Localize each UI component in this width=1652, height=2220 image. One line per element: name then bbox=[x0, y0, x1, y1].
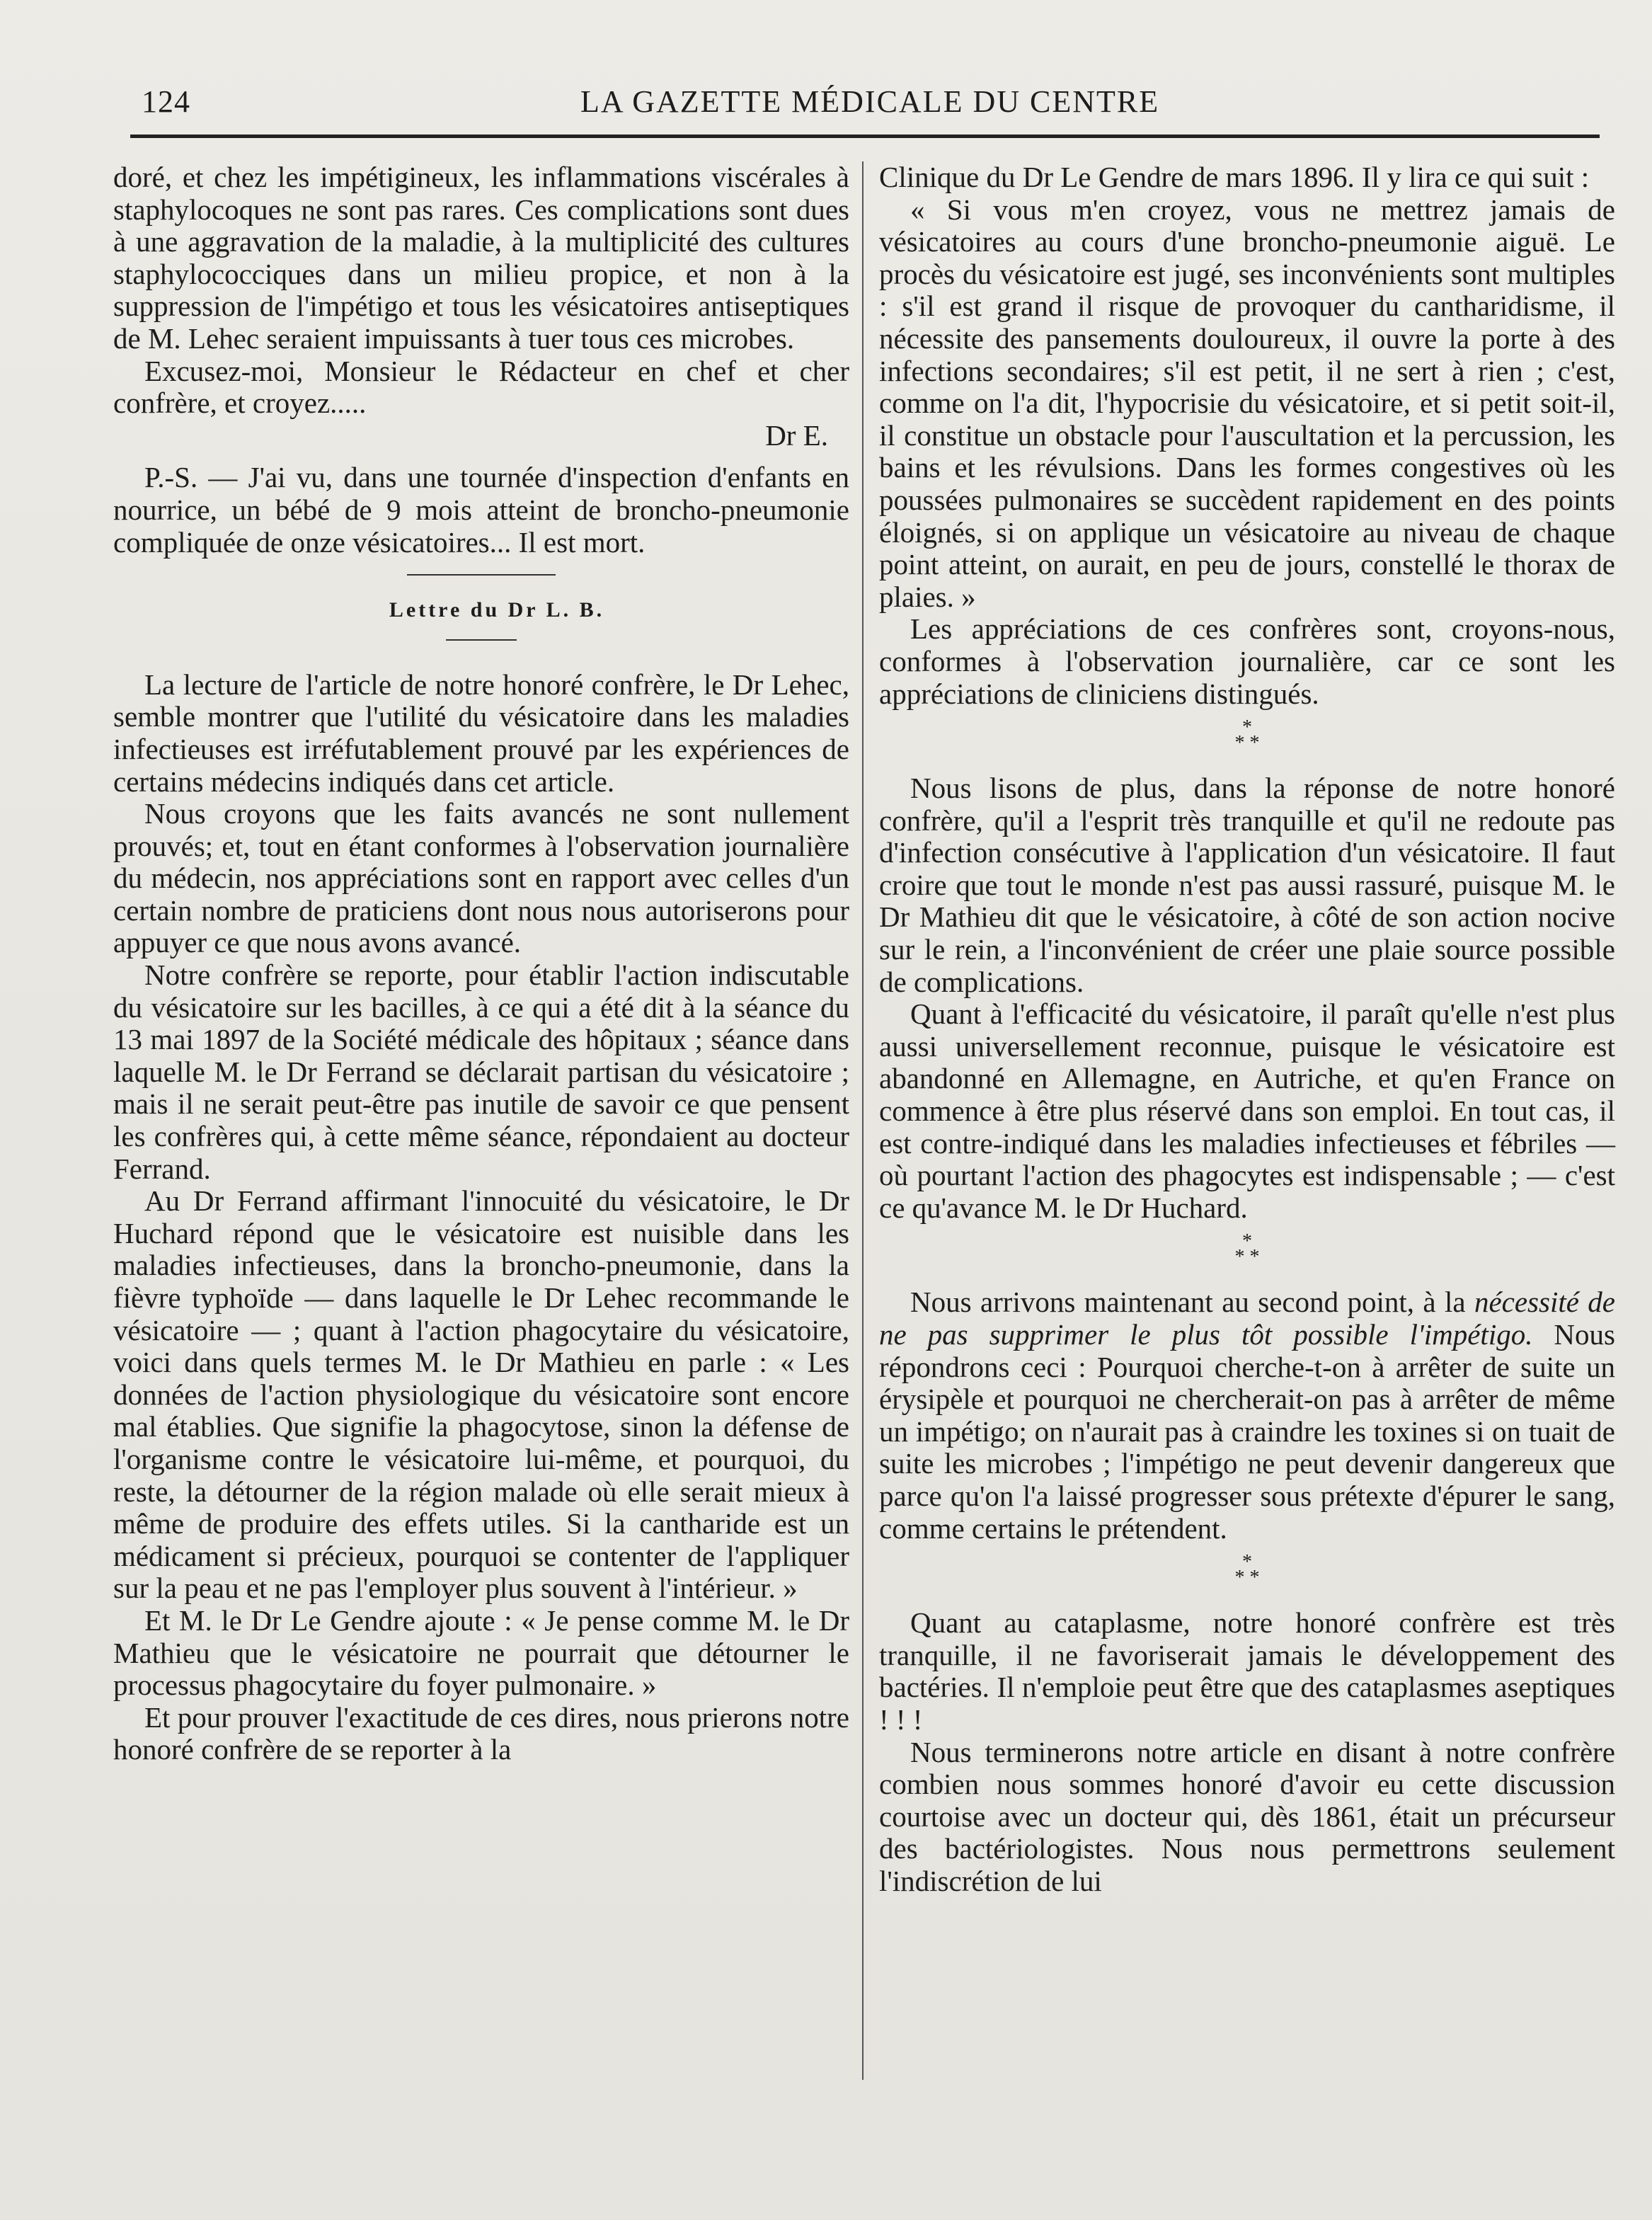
asterism bbox=[879, 716, 1615, 755]
paragraph: Au Dr Ferrand affirmant l'innocuité du vésicatoire, le Dr Huchard répond que le vésicatoire est nuisible dans les maladies infectieuses, dans la broncho-pneumonie, dans la fièvre typhoïde — dans laquelle le Dr Lehec recommande le vésicatoire — ; quant à l'action phagocytaire du vésicatoire, voici dans quels termes M. le Dr Mathieu en parle : « Les données de l'action physiologique du vésicatoire sont encore mal établies. Que signifie la phagocytose, sinon la défense de l'organisme contre le vésicatoire lui-même, et pourquoi, du reste, la détourner de la région malade où elle serait mieux à même de produire des effets utiles. Si la cantharide est un médicament si précieux, pourquoi se contenter de l'appliquer sur la peau et ne pas l'employer plus souvent à l'intérieur. » bbox=[113, 1184, 849, 1605]
section-rule bbox=[407, 574, 556, 576]
paragraph: P.-S. — J'ai vu, dans une tournée d'inspection d'enfants en nourrice, un bébé de 9 mois atteint de broncho-pneumonie compliquée de onze vésicatoires... Il est mort. bbox=[113, 461, 849, 559]
paragraph-italic: nécessité de ne pas supprimer le plus tôt possible l'impétigo. bbox=[879, 1286, 1615, 1351]
column-divider bbox=[862, 161, 864, 2080]
signature: Dr E. bbox=[765, 418, 828, 452]
paragraph: Les appréciations de ces confrères sont, croyons-nous, conformes à l'observation journalière, car ce sont les appréciations de cliniciens distingués. bbox=[879, 612, 1615, 710]
paragraph: « Si vous m'en croyez, vous ne mettrez jamais de vésicatoires au cours d'une broncho-pneumonie aiguë. Le procès du vésicatoire est jugé, ses inconvénients sont multiples : s'il est grand il risque de provoquer du cantharidisme, il nécessite des pansements douloureux, il ouvre la porte à des infections secondaires; s'il est petit, il ne sert à rien ; c'est, comme on l'a dit, l'hypocrisie du vésicatoire, et si petit soit-il, il constitue un obstacle pour l'auscultation et la percussion, les bains et les révulsions. Dans les formes congestives où les poussées pulmonaires se succèdent rapidement en des points éloignés, si on applique un vésicatoire au niveau de chaque point atteint, on aurait, en peu de jours, constellé le thorax de plaies. » bbox=[879, 193, 1615, 613]
asterism-bottom: * * bbox=[1234, 1567, 1260, 1589]
paragraph: Excusez-moi, Monsieur le Rédacteur en chef et cher confrère, et croyez..... bbox=[113, 354, 849, 420]
paragraph: Et pour prouver l'exactitude de ces dires, nous prierons notre honoré confrère de se reporter à la bbox=[113, 1700, 849, 1766]
journal-title: LA GAZETTE MÉDICALE DU CENTRE bbox=[580, 84, 1160, 119]
paragraph bbox=[879, 1286, 1615, 1545]
header-rule bbox=[130, 135, 1600, 138]
page-header bbox=[142, 84, 1600, 126]
asterism-top: * bbox=[1242, 1551, 1252, 1574]
paragraph: Notre confrère se reporte, pour établir l'action indiscutable du vésicatoire sur les bacilles, à ce qui a été dit à la séance du 13 mai 1897 de la Société médicale des hôpitaux ; séance dans laquelle M. le Dr Ferrand se déclarait partisan du vésicatoire ; mais il ne serait peut-être pas inutile de savoir ce que pensent les confrères qui, à cette même séance, répondaient au docteur Ferrand. bbox=[113, 959, 849, 1185]
paragraph: Clinique du Dr Le Gendre de mars 1896. Il y lira ce qui suit : bbox=[879, 161, 1590, 193]
paragraph-lead: Nous arrivons maintenant au second point, à la bbox=[910, 1286, 1474, 1319]
page-number: 124 bbox=[142, 84, 190, 119]
paragraph: doré, et chez les impétigineux, les inflammations viscérales à staphylocoques ne sont pas rares. Ces complications sont dues à une aggravation de la maladie, à la multiplicité des cultures staphylococciques dans un milieu propice, et non à la suppression de l'impétigo et tous les vésicatoires antiseptiques de M. Lehec seraient impuissants à tuer tous ces microbes. bbox=[113, 161, 849, 355]
paragraph: Quant à l'efficacité du vésicatoire, il paraît qu'elle n'est plus aussi universellement reconnue, puisque le vésicatoire est abandonné en Allemagne, en Autriche, et qu'en France on commence à être plus réservé dans son emploi. En tout cas, il est contre-indiqué dans les maladies infectieuses et fébriles — où pourtant l'action des phagocytes est indispensable ; — c'est ce qu'avance M. le Dr Huchard. bbox=[879, 997, 1615, 1224]
paragraph: Nous croyons que les faits avancés ne sont nullement prouvés; et, tout en étant conformes à l'observation journalière du médecin, nos appréciations sont en rapport avec celles d'un certain nombre de praticiens dont nous nous autoriserons pour appuyer ce que nous avons avancé. bbox=[113, 797, 849, 959]
asterism bbox=[879, 1551, 1615, 1589]
paragraph: Quant au cataplasme, notre honoré confrère est très tranquille, il ne favoriserait jamais le développement des bactéries. Il n'emploie peut être que des cataplasmes aseptiques ! ! ! bbox=[879, 1606, 1615, 1736]
paragraph: La lecture de l'article de notre honoré confrère, le Dr Lehec, semble montrer que l'utilité du vésicatoire dans les maladies infectieuses est irréfutablement prouvé par les expériences de certains médecins indiqués dans cet article. bbox=[113, 668, 849, 798]
asterism-top: * bbox=[1242, 716, 1252, 739]
left-column bbox=[113, 161, 849, 1766]
asterism-bottom: * * bbox=[1234, 732, 1260, 755]
asterism-top: * bbox=[1242, 1230, 1252, 1253]
asterism-bottom: * * bbox=[1234, 1246, 1260, 1269]
paragraph: Nous terminerons notre article en disant à notre confrère combien nous sommes honoré d'avoir eu cette discussion courtoise avec un docteur qui, dès 1861, était un précurseur des bactériologistes. Nous nous permettrons seulement l'indiscrétion de lui bbox=[879, 1735, 1615, 1897]
section-heading: Lettre du Dr L. B. bbox=[389, 598, 605, 622]
section-rule bbox=[446, 639, 517, 641]
paragraph-rest: Nous répondrons ceci : Pourquoi cherche-t-on à arrêter de suite un érysipèle et pourquoi ne chercherait-on pas à arrêter de même un impétigo; on n'aurait pas à craindre les toxines si on tuait de suite les microbes ; l'impétigo ne peut devenir dangereux que parce qu'on l'a laissé progresser sous prétexte d'épurer le sang, comme certains le prétendent. bbox=[879, 1318, 1615, 1545]
paragraph: Nous lisons de plus, dans la réponse de notre honoré confrère, qu'il a l'esprit très tranquille et qu'il ne redoute pas d'infection consécutive à l'application d'un vésicatoire. Il faut croire que tout le monde n'est pas aussi rassuré, puisque M. le Dr Mathieu dit que le vésicatoire, à côté de son action nocive sur le rein, a l'inconvénient de créer une plaie source possible de complications. bbox=[879, 772, 1615, 998]
right-column bbox=[879, 161, 1615, 1898]
asterism bbox=[879, 1230, 1615, 1269]
paragraph: Et M. le Dr Le Gendre ajoute : « Je pense comme M. le Dr Mathieu que le vésicatoire ne pourrait que détourner le processus phagocytaire du foyer pulmonaire. » bbox=[113, 1603, 849, 1702]
